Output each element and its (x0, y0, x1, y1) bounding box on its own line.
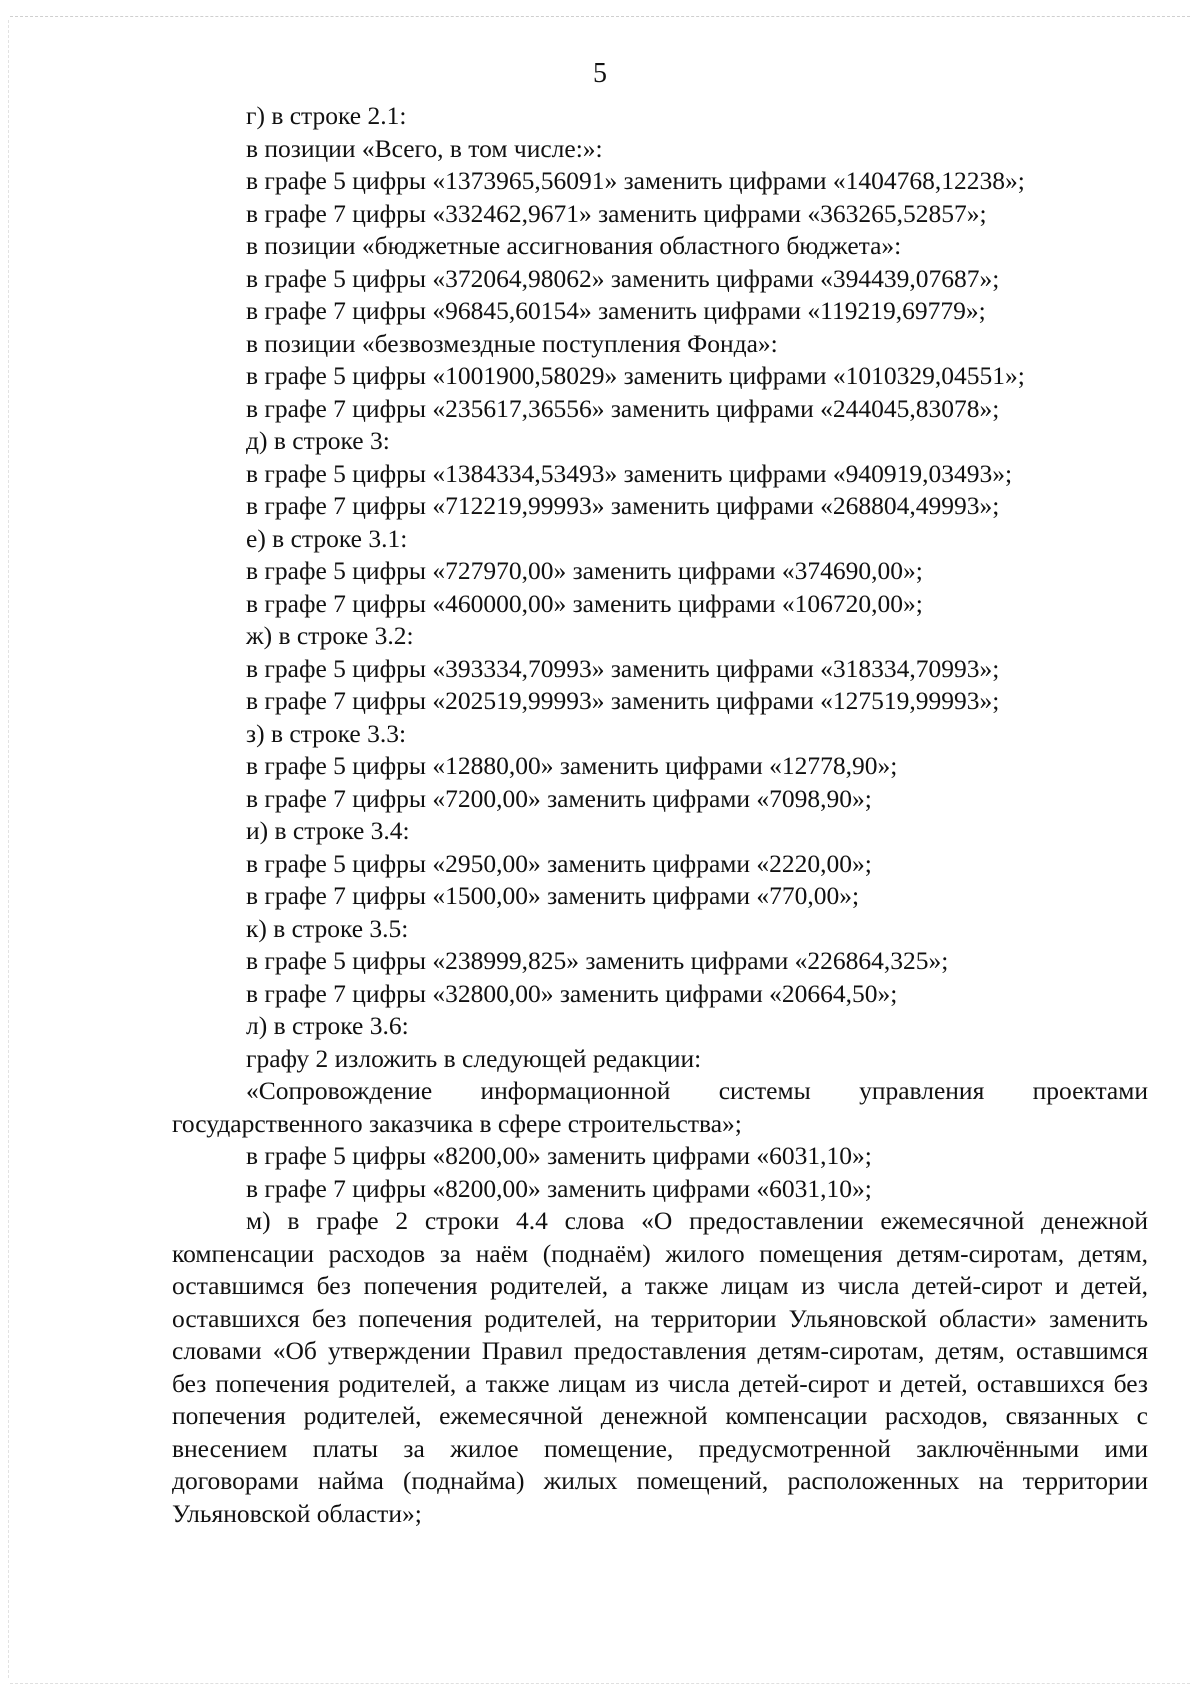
paragraph-item-m: м) в графе 2 строки 4.4 слова «О предоставлении ежемесячной денежной компенсации расходов за наём (поднаём) жилого помещения детям-сиротам, детям, оставшимся без попечения родителей, а также лицам из числа детей-сирот и детей, оставшихся без попечения родителей, на территории Ульяновской области» заменить словами «Об утверждении Правил предоставления детям-сиротам, детям, оставшимся без попечения родителей, а также лицам из числа детей-сирот и детей, оставшихся без попечения родителей, ежемесячной денежной компенсации расходов, связанных с внесением платы за жилое помещение, предусмотренной заключёнными ими договорами найма (поднайма) жилых помещений, расположенных на территории Ульяновской области»; (172, 1206, 1148, 1528)
text-line: в графе 5 цифры «238999,825» заменить цифрами «226864,325»; (246, 946, 949, 975)
text-line: в графе 7 цифры «460000,00» заменить цифрами «106720,00»; (246, 588, 923, 618)
text-line: ж) в строке 3.2: (246, 621, 414, 650)
text-line: в позиции «бюджетные ассигнования областного бюджета»: (246, 231, 902, 260)
text-line: в графе 5 цифры «1384334,53493» заменить цифрами «940919,03493»; (246, 458, 1013, 488)
scan-edge-left (8, 20, 9, 1678)
text-line: графу 2 изложить в следующей редакции: (246, 1043, 702, 1073)
text-line: в графе 5 цифры «1373965,56091» заменить цифрами «1404768,12238»; (246, 166, 1025, 195)
text-line: д) в строке 3: (246, 426, 390, 455)
text-line: в позиции «Всего, в том числе:»: (246, 133, 603, 163)
text-line: в графе 7 цифры «7200,00» заменить цифрами «7098,90»; (246, 783, 872, 813)
document-body (172, 100, 1148, 1530)
text-line: в графе 7 цифры «202519,99993» заменить цифрами «127519,99993»; (246, 686, 1000, 715)
paragraph-system-name: «Сопровождение информационной системы управления проектами государственного заказчика в сфере строительства»; (172, 1076, 1148, 1138)
text-line: и) в строке 3.4: (246, 816, 410, 845)
text-line: в графе 7 цифры «96845,60154» заменить цифрами «119219,69779»; (246, 296, 986, 325)
text-line: в позиции «безвозмездные поступления Фонда»: (246, 328, 778, 358)
text-line: в графе 5 цифры «1001900,58029» заменить цифрами «1010329,04551»; (246, 361, 1025, 390)
text-line: в графе 5 цифры «727970,00» заменить цифрами «374690,00»; (246, 556, 923, 585)
text-line: к) в строке 3.5: (246, 913, 409, 943)
text-line: в графе 7 цифры «712219,99993» заменить цифрами «268804,49993»; (246, 491, 1000, 520)
text-line: в графе 7 цифры «1500,00» заменить цифрами «770,00»; (246, 881, 860, 910)
text-line: л) в строке 3.6: (246, 1011, 409, 1040)
text-line: з) в строке 3.3: (246, 718, 407, 748)
page-number: 5 (593, 58, 607, 89)
text-line: в графе 5 цифры «12880,00» заменить цифрами «12778,90»; (246, 751, 898, 780)
text-line: в графе 7 цифры «32800,00» заменить цифрами «20664,50»; (246, 978, 898, 1008)
text-line: в графе 5 цифры «8200,00» заменить цифрами «6031,10»; (246, 1141, 872, 1170)
text-line: в графе 7 цифры «235617,36556» заменить цифрами «244045,83078»; (246, 393, 1000, 423)
text-line: в графе 5 цифры «393334,70993» заменить цифрами «318334,70993»; (246, 653, 1000, 683)
text-line: е) в строке 3.1: (246, 523, 408, 553)
text-line: в графе 5 цифры «372064,98062» заменить цифрами «394439,07687»; (246, 263, 1000, 293)
text-line: в графе 5 цифры «2950,00» заменить цифрами «2220,00»; (246, 848, 872, 878)
text-line: в графе 7 цифры «8200,00» заменить цифрами «6031,10»; (246, 1173, 872, 1203)
text-line: в графе 7 цифры «332462,9671» заменить цифрами «363265,52857»; (246, 198, 987, 228)
scan-edge-top (10, 16, 1190, 17)
text-line: г) в строке 2.1: (246, 101, 407, 130)
scan-edge-bottom (10, 1683, 1190, 1684)
